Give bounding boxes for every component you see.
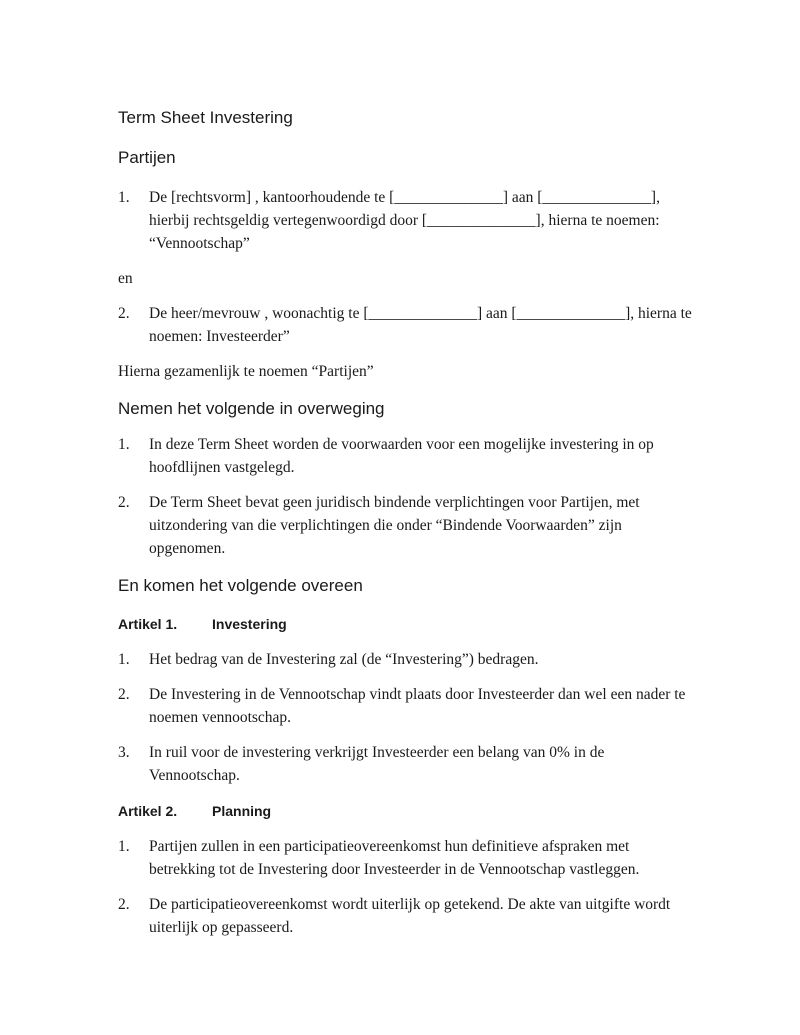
article-title: Planning [212,803,272,819]
article-item-number: 2. [118,686,130,703]
considerations-heading: Nemen het volgende in overweging [118,399,385,418]
article-item-number: 3. [118,744,130,761]
article-item [118,648,698,671]
party-text: De [rechtsvorm] , kantoorhoudende te [______________] aan [______________], hierbij rechtsgeldig vertegenwoordigd door [______________], hierna te noemen: “Vennootschap” [149,189,660,252]
considerations-list [118,433,698,560]
article-item-text: Het bedrag van de Investering zal (de “Investering”) bedragen. [149,651,539,668]
agreement-heading: En komen het volgende overeen [118,576,363,595]
article-item-text: In ruil voor de investering verkrijgt Investeerder een belang van 0% in de Vennootschap. [149,744,605,784]
consideration-item-2 [118,491,698,560]
article-2-heading [118,801,698,821]
article-item [118,893,698,939]
consideration-text: In deze Term Sheet worden de voorwaarden voor een mogelijke investering in op hoofdlijnen vastgelegd. [149,436,654,476]
party-item-1 [118,186,698,255]
article-item [118,835,698,881]
article-item [118,683,698,729]
article-label: Artikel 1. [118,616,178,632]
article-item-text: De Investering in de Vennootschap vindt plaats door Investeerder dan wel een nader te noemen vennootschap. [149,686,686,726]
consideration-number: 2. [118,494,130,511]
party-text: De heer/mevrouw , woonachtig te [______________] aan [______________], hierna te noemen: Investeerder” [149,305,692,345]
article-label: Artikel 2. [118,803,178,819]
article-item-number: 2. [118,896,130,913]
consideration-number: 1. [118,436,130,453]
article-title: Investering [212,616,287,632]
party-item-2 [118,302,698,348]
article-item [118,741,698,787]
article-item-text: Partijen zullen in een participatieovereenkomst hun definitieve afspraken met betrekking tot de Investering door Investeerder in de Vennootschap vastleggen. [149,838,640,878]
document-title: Term Sheet Investering [118,108,293,127]
consideration-item-1 [118,433,698,479]
party-number: 2. [118,305,130,322]
party-number: 1. [118,189,130,206]
article-item-number: 1. [118,651,130,668]
document-page [118,106,698,939]
parties-list [118,186,698,255]
article-item-text: De participatieovereenkomst wordt uiterlijk op getekend. De akte van uitgifte wordt uiterlijk op gepasseerd. [149,896,671,936]
article-1-items [118,648,698,787]
parties-summary: Hierna gezamenlijk te noemen “Partijen” [118,363,374,380]
article-item-number: 1. [118,838,130,855]
article-2-items [118,835,698,939]
article-1-heading [118,614,698,634]
consideration-text: De Term Sheet bevat geen juridisch bindende verplichtingen voor Partijen, met uitzondering van die verplichtingen die onder “Bindende Voorwaarden” zijn opgenomen. [149,494,640,557]
parties-heading: Partijen [118,148,176,167]
parties-list-2 [118,302,698,348]
connector-text: en [118,270,133,287]
